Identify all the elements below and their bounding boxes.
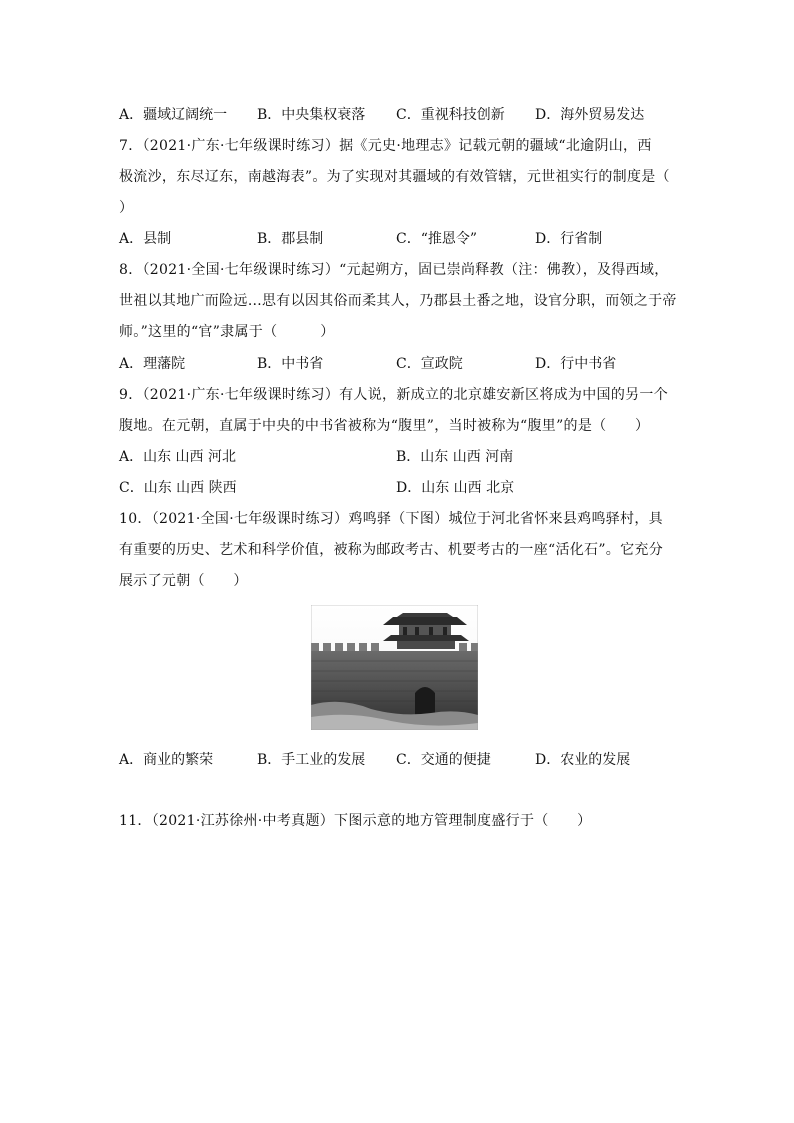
q9-option-c: C．山东 山西 陕西	[119, 480, 237, 496]
q9-option-d: D．山东 山西 北京	[396, 480, 515, 496]
q8-option-c: C．宣政院	[396, 356, 463, 372]
q8-stem-line3: 师。”这里的“官”隶属于（ ）	[119, 324, 335, 340]
q7-option-a: A．县制	[119, 231, 172, 247]
q9-stem-line1: 9．（2021·广东·七年级课时练习）有人说，新成立的北京雄安新区将成为中国的另一个	[119, 387, 669, 403]
q6-option-d: D．海外贸易发达	[535, 107, 645, 123]
jiming-post-photo	[311, 605, 478, 730]
q9-stem-line2: 腹地。在元朝，直属于中央的中书省被称为“腹里”，当时被称为“腹里”的是（ ）	[119, 418, 650, 434]
q7-option-c: C．“推恩令”	[396, 231, 478, 247]
q9-option-b: B．山东 山西 河南	[396, 449, 514, 465]
q8-stem-line1: 8．（2021·全国·七年级课时练习）“元起朔方，固已崇尚释教（注：佛教），及得西域，	[119, 262, 669, 278]
q10-option-b: B．手工业的发展	[257, 752, 366, 768]
q6-option-a: A．疆域辽阔统一	[119, 107, 228, 123]
q8-option-a: A．理藩院	[119, 356, 186, 372]
q10-option-a: A．商业的繁荣	[119, 752, 214, 768]
q7-stem-line2: 极流沙，东尽辽东，南越海表”。为了实现对其疆域的有效管辖，元世祖实行的制度是（	[119, 169, 670, 185]
q10-option-d: D．农业的发展	[535, 752, 631, 768]
q9-option-a: A．山东 山西 河北	[119, 449, 237, 465]
q10-stem-line2: 有重要的历史、艺术和科学价值，被称为邮政考古、机要考古的一座“活化石”。它充分	[119, 542, 664, 558]
q8-option-d: D．行中书省	[535, 356, 617, 372]
q11-stem-line1: 11．（2021·江苏徐州·中考真题）下图示意的地方管理制度盛行于（ ）	[119, 813, 592, 829]
q7-option-b: B．郡县制	[257, 231, 324, 247]
q8-stem-line2: 世祖以其地广而险远…思有以因其俗而柔其人，乃郡县土番之地，设官分职，而领之于帝	[119, 293, 677, 309]
q10-option-c: C．交通的便捷	[396, 752, 491, 768]
q10-stem-line3: 展示了元朝（ ）	[119, 573, 248, 589]
q8-option-b: B．中书省	[257, 356, 324, 372]
q7-stem-line1: 7．（2021·广东·七年级课时练习）据《元史·地理志》记载元朝的疆域“北逾阴山，西	[119, 138, 652, 154]
q6-option-b: B．中央集权衰落	[257, 107, 366, 123]
q10-stem-line1: 10．（2021·全国·七年级课时练习）鸡鸣驿（下图）城位于河北省怀来县鸡鸣驿村，具	[119, 511, 663, 527]
q7-option-d: D．行省制	[535, 231, 603, 247]
q6-option-c: C．重视科技创新	[396, 107, 505, 123]
q7-stem-line3: ）	[119, 200, 134, 216]
